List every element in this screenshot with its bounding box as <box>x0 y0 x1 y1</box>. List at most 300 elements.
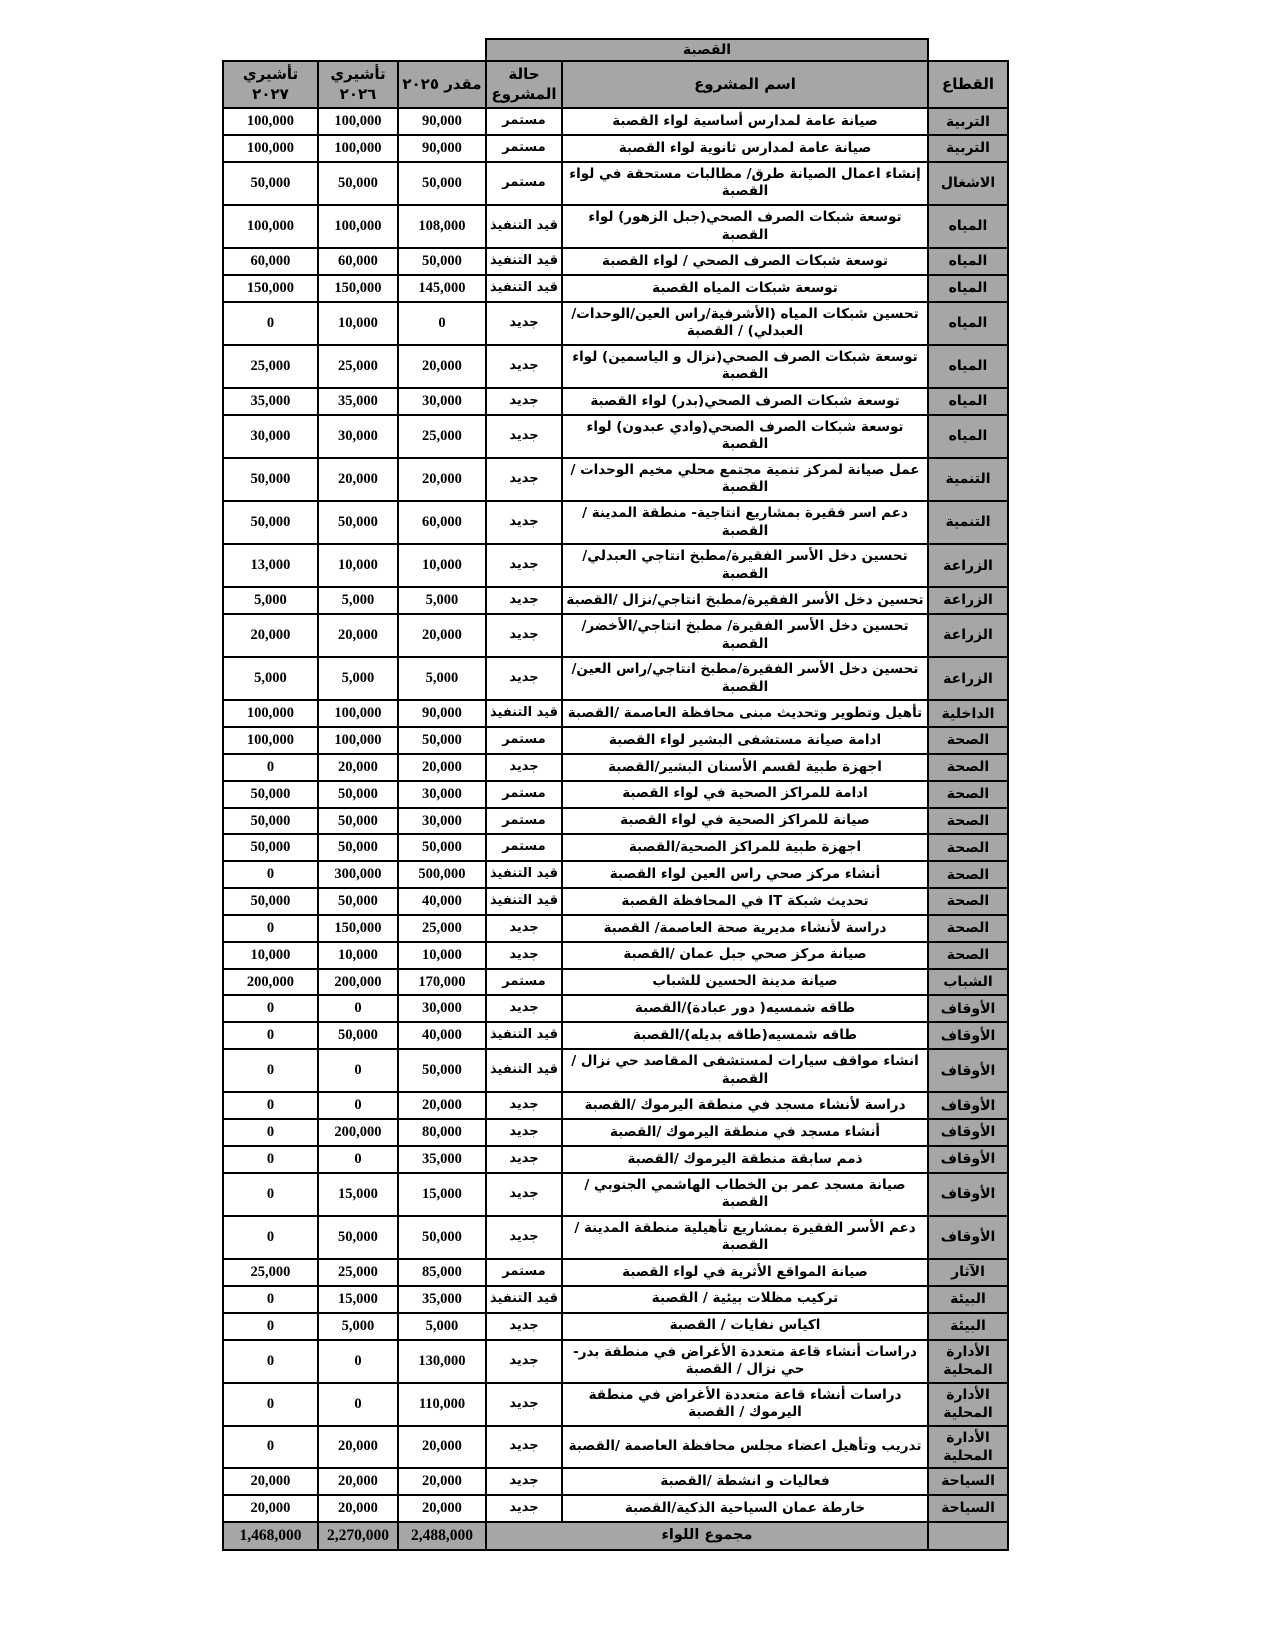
project-name-cell: انشاء مواقف سيارات لمستشفى المقاصد حي نزال /القصبة <box>562 1049 928 1092</box>
project-name-cell: اكياس نفايات / القصبة <box>562 1313 928 1340</box>
indicative-2027-cell: 0 <box>223 1022 318 1049</box>
indicative-2027-cell: 20,000 <box>223 1468 318 1495</box>
sector-cell: الزراعة <box>928 657 1008 700</box>
table-row <box>223 942 1008 969</box>
table-row <box>223 248 1008 275</box>
estimate-2025-cell: 20,000 <box>398 754 486 781</box>
project-name-cell: دراسة لأنشاء مسجد في منطقة اليرموك /القصبة <box>562 1092 928 1119</box>
indicative-2026-cell: 100,000 <box>318 108 398 135</box>
indicative-2027-cell: 0 <box>223 861 318 888</box>
estimate-2025-cell: 20,000 <box>398 1495 486 1522</box>
estimate-2025-cell: 20,000 <box>398 1468 486 1495</box>
indicative-2026-cell: 0 <box>318 1146 398 1173</box>
indicative-2026-cell: 30,000 <box>318 415 398 458</box>
indicative-2027-cell: 35,000 <box>223 388 318 415</box>
col-header-estimate-2025: مقدر ٢٠٢٥ <box>398 61 486 108</box>
indicative-2026-cell: 35,000 <box>318 388 398 415</box>
budget-table-container <box>224 38 1009 1551</box>
indicative-2027-cell: 0 <box>223 915 318 942</box>
indicative-2026-cell: 0 <box>318 1049 398 1092</box>
estimate-2025-cell: 20,000 <box>398 345 486 388</box>
project-status-cell: مستمر <box>486 969 562 996</box>
indicative-2027-cell: 100,000 <box>223 205 318 248</box>
project-status-cell: قيد التنفيذ <box>486 1286 562 1313</box>
indicative-2027-cell: 25,000 <box>223 345 318 388</box>
table-row <box>223 302 1008 345</box>
project-status-cell: جديد <box>486 458 562 501</box>
table-row <box>223 275 1008 302</box>
sector-cell: الأوقاف <box>928 1092 1008 1119</box>
project-name-cell: أنشاء مركز صحي راس العين لواء القصبة <box>562 861 928 888</box>
table-row <box>223 388 1008 415</box>
estimate-2025-cell: 10,000 <box>398 544 486 587</box>
estimate-2025-cell: 35,000 <box>398 1146 486 1173</box>
sector-cell: التربية <box>928 108 1008 135</box>
indicative-2027-cell: 0 <box>223 1216 318 1259</box>
indicative-2027-cell: 0 <box>223 302 318 345</box>
sector-cell: الصحة <box>928 834 1008 861</box>
indicative-2026-cell: 60,000 <box>318 248 398 275</box>
project-name-cell: توسعة شبكات الصرف الصحي(بدر) لواء القصبة <box>562 388 928 415</box>
table-row <box>223 1313 1008 1340</box>
indicative-2027-cell: 0 <box>223 754 318 781</box>
indicative-2027-cell: 100,000 <box>223 727 318 754</box>
project-name-cell: صيانة مسجد عمر بن الخطاب الهاشمي الجنوبي /القصبة <box>562 1173 928 1216</box>
table-row <box>223 995 1008 1022</box>
project-status-cell: جديد <box>486 1383 562 1426</box>
project-status-cell: جديد <box>486 1426 562 1468</box>
indicative-2026-cell: 50,000 <box>318 1216 398 1259</box>
project-status-cell: جديد <box>486 657 562 700</box>
indicative-2027-cell: 25,000 <box>223 1259 318 1286</box>
indicative-2027-cell: 100,000 <box>223 700 318 727</box>
project-status-cell: مستمر <box>486 108 562 135</box>
project-status-cell: جديد <box>486 915 562 942</box>
table-row <box>223 345 1008 388</box>
sector-cell: الأوقاف <box>928 1216 1008 1259</box>
estimate-2025-cell: 50,000 <box>398 1216 486 1259</box>
project-name-cell: توسعة شبكات الصرف الصحي(نزال و الياسمين) لواء القصبة <box>562 345 928 388</box>
table-row <box>223 861 1008 888</box>
indicative-2026-cell: 20,000 <box>318 754 398 781</box>
project-name-cell: طاقه شمسيه(طاقه بديله)/القصبة <box>562 1022 928 1049</box>
table-row <box>223 727 1008 754</box>
table-row <box>223 1092 1008 1119</box>
sector-cell: الزراعة <box>928 544 1008 587</box>
project-status-cell: جديد <box>486 1216 562 1259</box>
estimate-2025-cell: 50,000 <box>398 727 486 754</box>
sector-cell: المياه <box>928 415 1008 458</box>
project-status-cell: جديد <box>486 388 562 415</box>
project-name-cell: دراسات أنشاء قاعة متعددة الأغراض في منطقة بدر- حي نزال / القصبة <box>562 1340 928 1383</box>
table-foot <box>223 1522 1008 1550</box>
project-name-cell: تحسين دخل الأسر الفقيرة/ مطبخ انتاجي/الأخضر/القصبة <box>562 614 928 657</box>
total-row <box>223 1522 1008 1550</box>
indicative-2026-cell: 0 <box>318 1092 398 1119</box>
estimate-2025-cell: 90,000 <box>398 135 486 162</box>
col-header-sector: القطاع <box>928 61 1008 108</box>
indicative-2027-cell: 50,000 <box>223 834 318 861</box>
indicative-2026-cell: 15,000 <box>318 1286 398 1313</box>
table-head <box>223 39 1008 108</box>
table-row <box>223 162 1008 205</box>
project-name-cell: صيانة المواقع الأثرية في لواء القصبة <box>562 1259 928 1286</box>
indicative-2027-cell: 20,000 <box>223 614 318 657</box>
project-status-cell: جديد <box>486 345 562 388</box>
spacer-cell <box>318 39 398 61</box>
estimate-2025-cell: 10,000 <box>398 942 486 969</box>
project-status-cell: مستمر <box>486 834 562 861</box>
indicative-2026-cell: 50,000 <box>318 1022 398 1049</box>
estimate-2025-cell: 35,000 <box>398 1286 486 1313</box>
sector-cell: الصحة <box>928 942 1008 969</box>
indicative-2026-cell: 100,000 <box>318 135 398 162</box>
project-name-cell: ذمم سابقة منطقة اليرموك /القصبة <box>562 1146 928 1173</box>
project-status-cell: جديد <box>486 501 562 544</box>
indicative-2026-cell: 100,000 <box>318 205 398 248</box>
indicative-2026-cell: 25,000 <box>318 1259 398 1286</box>
sector-cell: الأوقاف <box>928 1119 1008 1146</box>
project-status-cell: جديد <box>486 754 562 781</box>
indicative-2026-cell: 50,000 <box>318 888 398 915</box>
estimate-2025-cell: 90,000 <box>398 108 486 135</box>
project-name-cell: ادامة للمراكز الصحية في لواء القصبة <box>562 781 928 808</box>
estimate-2025-cell: 30,000 <box>398 781 486 808</box>
estimate-2025-cell: 108,000 <box>398 205 486 248</box>
project-status-cell: جديد <box>486 587 562 614</box>
indicative-2026-cell: 0 <box>318 1340 398 1383</box>
project-name-cell: دراسة لأنشاء مديرية صحة العاصمة/ القصبة <box>562 915 928 942</box>
estimate-2025-cell: 50,000 <box>398 834 486 861</box>
sector-cell: السياحة <box>928 1495 1008 1522</box>
indicative-2027-cell: 5,000 <box>223 587 318 614</box>
indicative-2027-cell: 50,000 <box>223 501 318 544</box>
table-row <box>223 781 1008 808</box>
project-name-cell: اجهزة طبية لقسم الأسنان البشير/القصبة <box>562 754 928 781</box>
estimate-2025-cell: 25,000 <box>398 415 486 458</box>
sector-cell: الاشغال <box>928 162 1008 205</box>
indicative-2027-cell: 50,000 <box>223 458 318 501</box>
table-row <box>223 1340 1008 1383</box>
table-row <box>223 205 1008 248</box>
indicative-2027-cell: 60,000 <box>223 248 318 275</box>
project-status-cell: جديد <box>486 415 562 458</box>
sector-cell: الأدارة المحلية <box>928 1426 1008 1468</box>
indicative-2026-cell: 150,000 <box>318 275 398 302</box>
district-header: القصبة <box>486 39 928 61</box>
table-row <box>223 1286 1008 1313</box>
table-row <box>223 1119 1008 1146</box>
project-status-cell: قيد التنفيذ <box>486 888 562 915</box>
estimate-2025-cell: 5,000 <box>398 657 486 700</box>
table-row <box>223 1259 1008 1286</box>
sector-cell: الأدارة المحلية <box>928 1383 1008 1426</box>
project-name-cell: صيانة مدينة الحسين للشباب <box>562 969 928 996</box>
indicative-2026-cell: 5,000 <box>318 1313 398 1340</box>
project-name-cell: إنشاء اعمال الصيانة طرق/ مطالبات مستحقة في لواء القصبة <box>562 162 928 205</box>
project-status-cell: مستمر <box>486 1259 562 1286</box>
sector-cell: المياه <box>928 248 1008 275</box>
indicative-2026-cell: 10,000 <box>318 544 398 587</box>
project-status-cell: جديد <box>486 1340 562 1383</box>
spacer-cell <box>398 39 486 61</box>
sector-cell: الداخلية <box>928 700 1008 727</box>
table-row <box>223 501 1008 544</box>
table-row <box>223 657 1008 700</box>
project-status-cell: جديد <box>486 1146 562 1173</box>
table-row <box>223 1146 1008 1173</box>
project-status-cell: جديد <box>486 544 562 587</box>
indicative-2027-cell: 100,000 <box>223 135 318 162</box>
project-name-cell: تحسين شبكات المياه (الأشرفية/راس العين/الوحدات/العبدلي) / القصبة <box>562 302 928 345</box>
indicative-2027-cell: 5,000 <box>223 657 318 700</box>
project-name-cell: عمل صيانة لمركز تنمية مجتمع محلي مخيم الوحدات /القصبة <box>562 458 928 501</box>
indicative-2027-cell: 50,000 <box>223 808 318 835</box>
indicative-2026-cell: 50,000 <box>318 162 398 205</box>
estimate-2025-cell: 50,000 <box>398 1049 486 1092</box>
total-2027-cell: 1,468,000 <box>223 1522 318 1550</box>
project-name-cell: اجهزة طبية للمراكز الصحية/القصبة <box>562 834 928 861</box>
project-status-cell: قيد التنفيذ <box>486 205 562 248</box>
indicative-2027-cell: 0 <box>223 1313 318 1340</box>
indicative-2026-cell: 150,000 <box>318 915 398 942</box>
project-status-cell: جديد <box>486 614 562 657</box>
sector-cell: الشباب <box>928 969 1008 996</box>
estimate-2025-cell: 85,000 <box>398 1259 486 1286</box>
table-row <box>223 700 1008 727</box>
project-name-cell: أنشاء مسجد في منطقة اليرموك /القصبة <box>562 1119 928 1146</box>
sector-cell: الصحة <box>928 861 1008 888</box>
sector-cell: التنمية <box>928 501 1008 544</box>
total-2025-cell: 2,488,000 <box>398 1522 486 1550</box>
budget-table <box>222 38 1009 1551</box>
estimate-2025-cell: 20,000 <box>398 458 486 501</box>
sector-cell: الأوقاف <box>928 995 1008 1022</box>
estimate-2025-cell: 30,000 <box>398 808 486 835</box>
project-status-cell: مستمر <box>486 162 562 205</box>
indicative-2026-cell: 50,000 <box>318 834 398 861</box>
sector-cell: الزراعة <box>928 614 1008 657</box>
project-status-cell: جديد <box>486 1119 562 1146</box>
project-status-cell: قيد التنفيذ <box>486 1049 562 1092</box>
project-status-cell: قيد التنفيذ <box>486 275 562 302</box>
indicative-2027-cell: 50,000 <box>223 888 318 915</box>
sector-cell: المياه <box>928 345 1008 388</box>
project-status-cell: قيد التنفيذ <box>486 700 562 727</box>
indicative-2026-cell: 20,000 <box>318 1495 398 1522</box>
estimate-2025-cell: 5,000 <box>398 1313 486 1340</box>
project-status-cell: قيد التنفيذ <box>486 248 562 275</box>
project-name-cell: فعاليات و انشطة /القصبة <box>562 1468 928 1495</box>
sector-cell: الصحة <box>928 808 1008 835</box>
sector-cell: المياه <box>928 275 1008 302</box>
indicative-2026-cell: 200,000 <box>318 1119 398 1146</box>
estimate-2025-cell: 40,000 <box>398 1022 486 1049</box>
sector-cell: الأوقاف <box>928 1146 1008 1173</box>
indicative-2027-cell: 0 <box>223 1119 318 1146</box>
table-row <box>223 834 1008 861</box>
project-status-cell: مستمر <box>486 781 562 808</box>
project-name-cell: تحسين دخل الأسر الفقيرة/مطبخ انتاجي/نزال /القصبة <box>562 587 928 614</box>
table-row <box>223 1383 1008 1426</box>
sector-cell: الآثار <box>928 1259 1008 1286</box>
project-status-cell: مستمر <box>486 808 562 835</box>
indicative-2027-cell: 0 <box>223 995 318 1022</box>
indicative-2026-cell: 20,000 <box>318 458 398 501</box>
table-row <box>223 458 1008 501</box>
indicative-2026-cell: 5,000 <box>318 657 398 700</box>
table-row <box>223 915 1008 942</box>
indicative-2027-cell: 10,000 <box>223 942 318 969</box>
sector-cell: الصحة <box>928 915 1008 942</box>
sector-cell: المياه <box>928 388 1008 415</box>
project-status-cell: جديد <box>486 995 562 1022</box>
district-header-row <box>223 39 1008 61</box>
estimate-2025-cell: 500,000 <box>398 861 486 888</box>
indicative-2026-cell: 50,000 <box>318 808 398 835</box>
project-name-cell: توسعة شبكات المياه القصبة <box>562 275 928 302</box>
project-name-cell: دراسات أنشاء قاعة متعددة الأغراض في منطقة اليرموك / القصبة <box>562 1383 928 1426</box>
indicative-2026-cell: 25,000 <box>318 345 398 388</box>
table-row <box>223 1173 1008 1216</box>
estimate-2025-cell: 60,000 <box>398 501 486 544</box>
table-row <box>223 587 1008 614</box>
estimate-2025-cell: 30,000 <box>398 388 486 415</box>
project-name-cell: توسعة شبكات الصرف الصحي / لواء القصبة <box>562 248 928 275</box>
indicative-2027-cell: 100,000 <box>223 108 318 135</box>
indicative-2027-cell: 0 <box>223 1340 318 1383</box>
project-name-cell: دعم اسر فقيرة بمشاريع انتاجية- منطقة المدينة /القصبة <box>562 501 928 544</box>
project-name-cell: ادامة صيانة مستشفى البشير لواء القصبة <box>562 727 928 754</box>
table-row <box>223 544 1008 587</box>
sector-cell: الصحة <box>928 781 1008 808</box>
project-name-cell: صيانة للمراكز الصحية في لواء القصبة <box>562 808 928 835</box>
estimate-2025-cell: 25,000 <box>398 915 486 942</box>
estimate-2025-cell: 130,000 <box>398 1340 486 1383</box>
project-name-cell: خارطة عمان السياحية الذكية/القصبة <box>562 1495 928 1522</box>
project-name-cell: تدريب وتأهيل اعضاء مجلس محافظة العاصمة /القصبة <box>562 1426 928 1468</box>
sector-cell: الأوقاف <box>928 1022 1008 1049</box>
table-body <box>223 108 1008 1522</box>
indicative-2027-cell: 50,000 <box>223 781 318 808</box>
project-name-cell: تركيب مظلات بيئية / القصبة <box>562 1286 928 1313</box>
sector-cell: الزراعة <box>928 587 1008 614</box>
indicative-2027-cell: 0 <box>223 1383 318 1426</box>
indicative-2027-cell: 200,000 <box>223 969 318 996</box>
indicative-2026-cell: 50,000 <box>318 501 398 544</box>
estimate-2025-cell: 15,000 <box>398 1173 486 1216</box>
project-name-cell: توسعة شبكات الصرف الصحي(وادي عبدون) لواء القصبة <box>562 415 928 458</box>
sector-cell: الأوقاف <box>928 1173 1008 1216</box>
project-name-cell: تحديث شبكة IT في المحافظة القصبة <box>562 888 928 915</box>
indicative-2026-cell: 100,000 <box>318 727 398 754</box>
estimate-2025-cell: 40,000 <box>398 888 486 915</box>
indicative-2026-cell: 300,000 <box>318 861 398 888</box>
indicative-2027-cell: 30,000 <box>223 415 318 458</box>
indicative-2027-cell: 13,000 <box>223 544 318 587</box>
project-name-cell: صيانة عامة لمدارس أساسية لواء القصبة <box>562 108 928 135</box>
col-header-indicative-2027: تأشيري ٢٠٢٧ <box>223 61 318 108</box>
project-name-cell: صيانة مركز صحي جبل عمان /القصبة <box>562 942 928 969</box>
column-header-row <box>223 61 1008 108</box>
project-status-cell: جديد <box>486 1495 562 1522</box>
project-status-cell: جديد <box>486 302 562 345</box>
project-status-cell: جديد <box>486 1173 562 1216</box>
estimate-2025-cell: 90,000 <box>398 700 486 727</box>
table-row <box>223 1022 1008 1049</box>
col-header-status: حالة المشروع <box>486 61 562 108</box>
indicative-2026-cell: 20,000 <box>318 1426 398 1468</box>
total-2026-cell: 2,270,000 <box>318 1522 398 1550</box>
sector-cell: الصحة <box>928 727 1008 754</box>
indicative-2026-cell: 100,000 <box>318 700 398 727</box>
indicative-2026-cell: 5,000 <box>318 587 398 614</box>
indicative-2026-cell: 10,000 <box>318 302 398 345</box>
project-status-cell: جديد <box>486 1468 562 1495</box>
project-status-cell: مستمر <box>486 135 562 162</box>
indicative-2027-cell: 0 <box>223 1286 318 1313</box>
indicative-2027-cell: 0 <box>223 1146 318 1173</box>
table-row <box>223 614 1008 657</box>
table-row <box>223 1468 1008 1495</box>
project-status-cell: جديد <box>486 942 562 969</box>
estimate-2025-cell: 30,000 <box>398 995 486 1022</box>
total-label: مجموع اللواء <box>486 1522 928 1550</box>
sector-cell: البيئة <box>928 1313 1008 1340</box>
sector-cell: الأوقاف <box>928 1049 1008 1092</box>
estimate-2025-cell: 5,000 <box>398 587 486 614</box>
spacer-cell <box>928 39 1008 61</box>
table-row <box>223 135 1008 162</box>
project-status-cell: قيد التنفيذ <box>486 861 562 888</box>
total-sector-cell <box>928 1522 1008 1550</box>
sector-cell: البيئة <box>928 1286 1008 1313</box>
sector-cell: التربية <box>928 135 1008 162</box>
sector-cell: الصحة <box>928 888 1008 915</box>
sector-cell: التنمية <box>928 458 1008 501</box>
indicative-2026-cell: 50,000 <box>318 781 398 808</box>
sector-cell: الأدارة المحلية <box>928 1340 1008 1383</box>
estimate-2025-cell: 170,000 <box>398 969 486 996</box>
table-row <box>223 108 1008 135</box>
project-name-cell: تحسين دخل الأسر الفقيرة/مطبخ انتاجي/راس العين/القصبة <box>562 657 928 700</box>
table-row <box>223 754 1008 781</box>
col-header-indicative-2026: تأشيري ٢٠٢٦ <box>318 61 398 108</box>
estimate-2025-cell: 0 <box>398 302 486 345</box>
project-name-cell: تحسين دخل الأسر الفقيرة/مطبخ انتاجي العبدلي/القصبة <box>562 544 928 587</box>
project-name-cell: توسعة شبكات الصرف الصحي(جبل الزهور) لواء القصبة <box>562 205 928 248</box>
table-row <box>223 888 1008 915</box>
sector-cell: المياه <box>928 302 1008 345</box>
project-status-cell: جديد <box>486 1313 562 1340</box>
estimate-2025-cell: 50,000 <box>398 248 486 275</box>
project-name-cell: دعم الأسر الفقيرة بمشاريع تأهيلية منطقة المدينة /القصبة <box>562 1216 928 1259</box>
indicative-2027-cell: 0 <box>223 1049 318 1092</box>
table-row <box>223 1216 1008 1259</box>
sector-cell: الصحة <box>928 754 1008 781</box>
table-row <box>223 808 1008 835</box>
indicative-2027-cell: 0 <box>223 1426 318 1468</box>
project-status-cell: قيد التنفيذ <box>486 1022 562 1049</box>
indicative-2027-cell: 50,000 <box>223 162 318 205</box>
estimate-2025-cell: 20,000 <box>398 1426 486 1468</box>
indicative-2027-cell: 0 <box>223 1173 318 1216</box>
estimate-2025-cell: 110,000 <box>398 1383 486 1426</box>
estimate-2025-cell: 20,000 <box>398 1092 486 1119</box>
indicative-2026-cell: 10,000 <box>318 942 398 969</box>
table-row <box>223 1495 1008 1522</box>
estimate-2025-cell: 80,000 <box>398 1119 486 1146</box>
